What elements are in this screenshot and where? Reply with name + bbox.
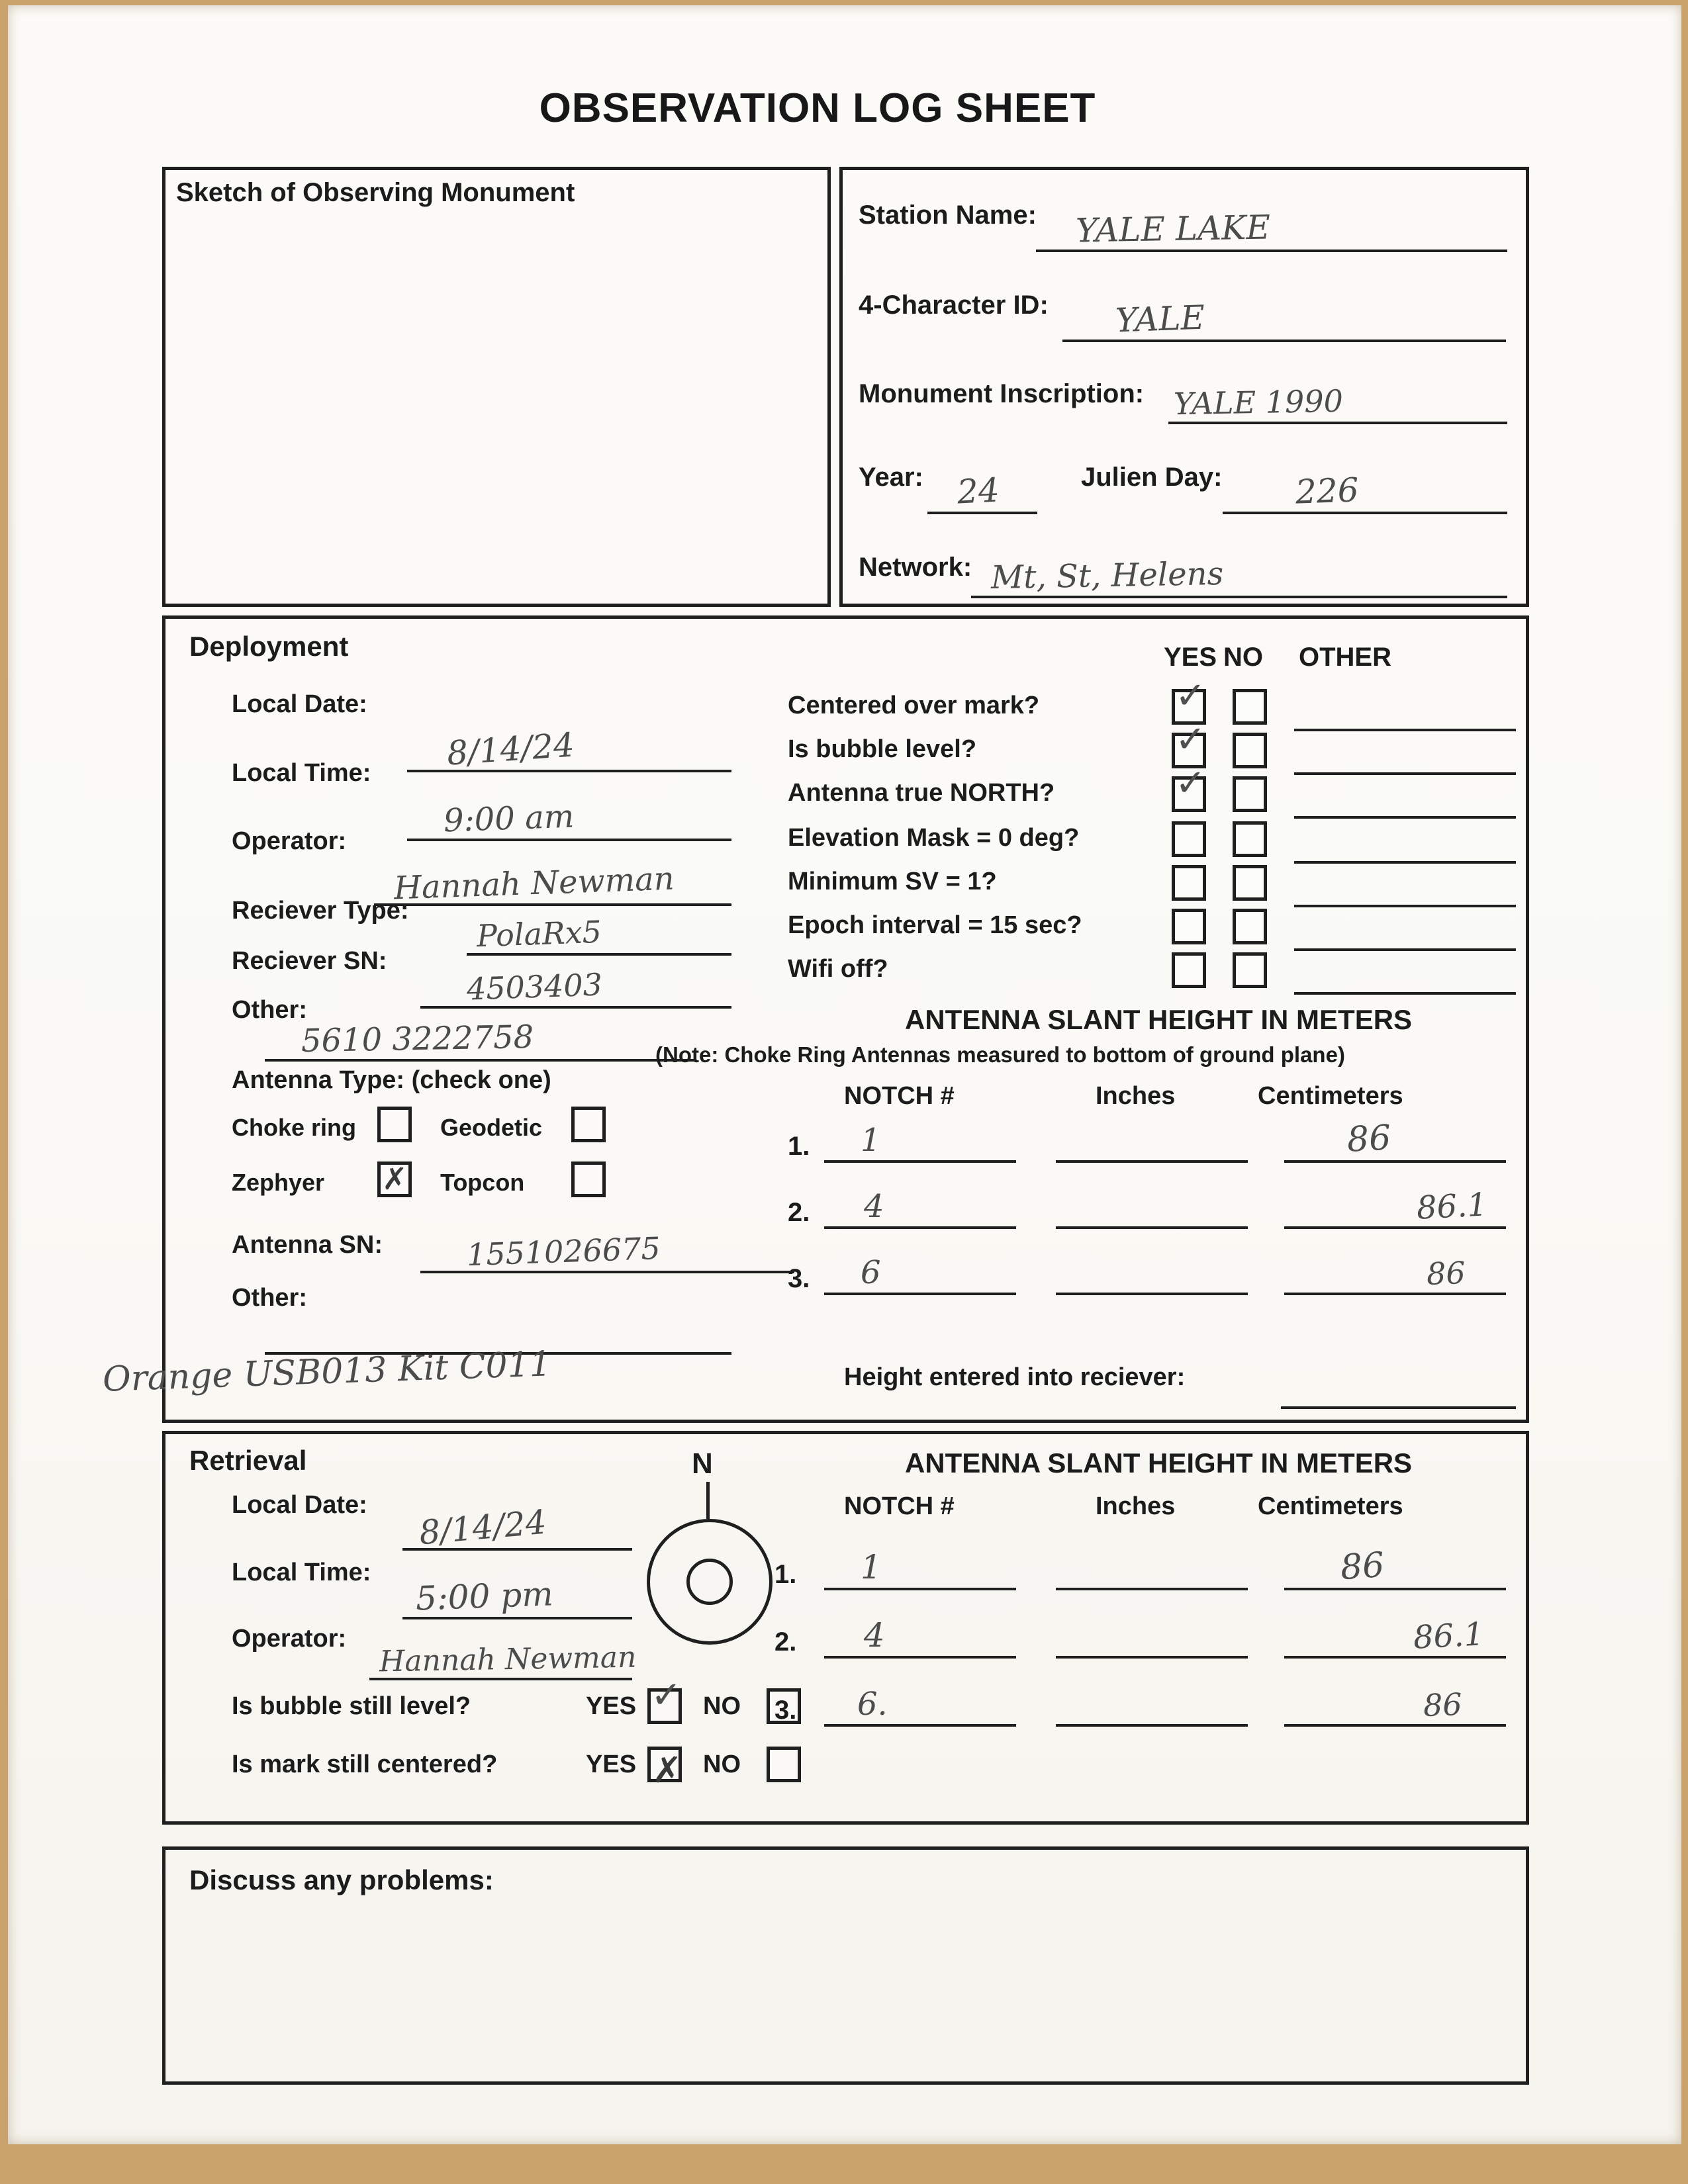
deploy-row2-num: 2. [788, 1198, 810, 1227]
retrieval-cm-header: Centimeters [1258, 1492, 1403, 1520]
topcon-label: Topcon [440, 1169, 525, 1196]
checklist-item-label: Is bubble level? [788, 735, 977, 763]
retrieval-local-time-label: Local Time: [232, 1559, 371, 1586]
network-label: Network: [859, 553, 972, 582]
retrieval-notch-header: NOTCH # [844, 1492, 955, 1520]
height-entered-input[interactable] [1281, 1370, 1516, 1409]
zephyer-mark: ✗ [382, 1161, 408, 1197]
checklist-6-yes-checkbox[interactable] [1172, 952, 1206, 988]
retrieval-operator-input[interactable] [369, 1640, 637, 1680]
station-name-value: YALE LAKE [1075, 208, 1271, 250]
receiver-sn-label: Reciever SN: [232, 947, 387, 975]
monument-inscription-input[interactable] [1168, 383, 1507, 424]
deploy-row2-notch-input[interactable] [824, 1188, 1016, 1229]
retrieval-row1-inches-input[interactable] [1056, 1555, 1248, 1590]
bubble-no-label: NO [703, 1692, 741, 1720]
checklist-2-no-checkbox[interactable] [1233, 776, 1267, 812]
deploy-other1-input[interactable] [265, 1018, 695, 1062]
deploy-local-date-value: 8/14/24 [445, 725, 576, 773]
retrieval-row2-cm-input[interactable] [1284, 1615, 1506, 1659]
antenna-sn-value: 1551026675 [466, 1230, 661, 1273]
compass-needle-line [706, 1482, 710, 1519]
char-id-input[interactable] [1062, 298, 1506, 342]
station-name-label: Station Name: [859, 201, 1037, 230]
bubble-yes-mark: ✓ [651, 1674, 682, 1717]
deployment-box [102, 615, 1529, 1423]
deploy-local-time-input[interactable] [407, 797, 731, 841]
choke-ring-checkbox[interactable] [377, 1107, 412, 1142]
deploy-other2-label: Other: [232, 1284, 307, 1312]
retrieval-local-time-value: 5:00 pm [415, 1574, 554, 1618]
retrieval-row2-notch-input[interactable] [824, 1616, 1016, 1659]
retrieval-row1-cm-input[interactable] [1284, 1545, 1506, 1590]
network-input[interactable] [971, 555, 1507, 598]
deploy-row1-notch-input[interactable] [824, 1122, 1016, 1163]
compass-north-label: N [692, 1447, 713, 1480]
checklist-4-no-checkbox[interactable] [1233, 865, 1267, 901]
retrieval-row2-cm-value: 86.1 [1412, 1615, 1485, 1657]
checklist-1-other-input[interactable] [1294, 741, 1516, 775]
deploy-row2-cm-input[interactable] [1284, 1186, 1506, 1229]
station-box [839, 167, 1529, 607]
julien-day-value: 226 [1295, 471, 1360, 512]
deploy-row3-num: 3. [788, 1264, 810, 1293]
checklist-item-label: Minimum SV = 1? [788, 868, 997, 895]
retrieval-slant-title: ANTENNA SLANT HEIGHT IN METERS [904, 1447, 1413, 1479]
retrieval-row1-cm-value: 86 [1338, 1545, 1386, 1588]
char-id-label: 4-Character ID: [859, 291, 1049, 320]
deploy-row2-notch-value: 4 [864, 1188, 884, 1225]
retrieval-local-time-input[interactable] [402, 1574, 632, 1619]
problems-box[interactable] [162, 1846, 1529, 2085]
monument-inscription-value: YALE 1990 [1173, 383, 1344, 422]
retrieval-local-date-value: 8/14/24 [417, 1502, 548, 1553]
antenna-sn-input[interactable] [420, 1230, 794, 1273]
deploy-slant-title: ANTENNA SLANT HEIGHT IN METERS [904, 1004, 1413, 1035]
retrieval-local-date-label: Local Date: [232, 1491, 367, 1519]
mark-yes-checkbox[interactable] [647, 1747, 682, 1791]
geodetic-label: Geodetic [440, 1114, 543, 1141]
receiver-type-label: Reciever Type: [232, 897, 409, 925]
deploy-operator-value: Hannah Newman [393, 860, 675, 907]
bubble-yes-label: YES [586, 1692, 637, 1720]
deploy-other1-label: Other: [232, 996, 307, 1024]
year-value: 24 [956, 471, 1001, 512]
char-id-value: YALE [1115, 298, 1205, 340]
deploy-row3-cm-input[interactable] [1284, 1254, 1506, 1295]
checklist-3-no-checkbox[interactable] [1233, 821, 1267, 857]
julien-day-input[interactable] [1223, 471, 1507, 514]
choke-ring-label: Choke ring [232, 1114, 357, 1141]
checklist-item-label: Antenna true NORTH? [788, 779, 1055, 807]
receiver-type-value: PolaRx5 [476, 913, 602, 954]
deploy-row3-cm-value: 86 [1426, 1254, 1466, 1293]
zephyer-checkbox[interactable] [377, 1161, 412, 1197]
checklist-item-label: Epoch interval = 15 sec? [788, 911, 1082, 939]
checklist-other-header: OTHER [1299, 643, 1391, 672]
deploy-row3-notch-value: 6 [861, 1254, 881, 1291]
deploy-row2-cm-value: 86.1 [1415, 1186, 1489, 1227]
antenna-sn-label: Antenna SN: [232, 1231, 383, 1259]
antenna-type-label: Antenna Type: (check one) [232, 1066, 551, 1094]
retrieval-row2-notch-value: 4 [864, 1616, 885, 1655]
checklist-5-other-input[interactable] [1294, 917, 1516, 951]
sketch-label: Sketch of Observing Monument [176, 178, 575, 207]
checklist-5-no-checkbox[interactable] [1233, 909, 1267, 944]
retrieval-row2-inches-input[interactable] [1056, 1623, 1248, 1659]
network-value: Mt, St, Helens [990, 555, 1224, 597]
retrieval-row1-num: 1. [774, 1560, 797, 1589]
checklist-2-yes-checkbox[interactable] [1172, 762, 1206, 812]
deploy-row1-cm-input[interactable] [1284, 1118, 1506, 1163]
deploy-local-date-input[interactable] [407, 725, 731, 773]
retrieval-row3-num: 3. [774, 1696, 797, 1725]
form-title: OBSERVATION LOG SHEET [539, 85, 1096, 131]
station-name-input[interactable] [1036, 208, 1507, 252]
retrieval-row3-cm-input[interactable] [1284, 1686, 1506, 1727]
deploy-operator-label: Operator: [232, 827, 347, 855]
deploy-operator-input[interactable] [374, 860, 731, 907]
deploy-row3-notch-input[interactable] [824, 1254, 1016, 1295]
deploy-other1-value: 5610 3222758 [301, 1018, 534, 1060]
topcon-checkbox[interactable] [571, 1161, 606, 1197]
mark-yes-mark: ✗ [652, 1749, 682, 1791]
checklist-1-yes-mark: ✓ [1175, 718, 1206, 761]
year-input[interactable] [927, 471, 1037, 514]
checklist-2-yes-mark: ✓ [1175, 762, 1206, 805]
mark-no-checkbox[interactable] [767, 1747, 801, 1782]
retrieval-local-date-input[interactable] [402, 1502, 632, 1553]
checklist-6-no-checkbox[interactable] [1233, 952, 1267, 988]
deploy-local-date-label: Local Date: [232, 690, 367, 718]
retrieval-heading: Retrieval [189, 1445, 307, 1476]
checklist-item-label: Wifi off? [788, 955, 888, 983]
checklist-5-yes-checkbox[interactable] [1172, 909, 1206, 944]
compass-inner-circle [686, 1559, 733, 1605]
deploy-notch-header: NOTCH # [844, 1082, 955, 1110]
deploy-cm-header: Centimeters [1258, 1082, 1403, 1110]
receiver-type-input[interactable] [467, 913, 731, 956]
deployment-heading: Deployment [189, 631, 349, 662]
checklist-3-yes-checkbox[interactable] [1172, 821, 1206, 857]
checklist-4-other-input[interactable] [1294, 873, 1516, 907]
deploy-local-time-value: 9:00 am [443, 797, 575, 840]
deploy-local-time-label: Local Time: [232, 759, 371, 787]
checklist-3-other-input[interactable] [1294, 829, 1516, 864]
retrieval-row1-notch-value: 1 [861, 1548, 882, 1586]
checklist-0-other-input[interactable] [1294, 697, 1516, 731]
retrieval-operator-value: Hannah Newman [379, 1640, 637, 1679]
checklist-2-other-input[interactable] [1294, 784, 1516, 819]
mark-still-centered-question: Is mark still centered? [232, 1751, 498, 1778]
checklist-item-label: Centered over mark? [788, 692, 1040, 719]
deploy-row1-num: 1. [788, 1132, 810, 1161]
retrieval-row3-notch-value: 6. [857, 1686, 888, 1723]
deploy-row3-inches-input[interactable] [1056, 1259, 1248, 1295]
year-label: Year: [859, 463, 923, 492]
checklist-no-header: NO [1223, 643, 1263, 672]
retrieval-row1-notch-input[interactable] [824, 1548, 1016, 1590]
retrieval-operator-label: Operator: [232, 1625, 347, 1653]
problems-label: Discuss any problems: [189, 1864, 494, 1895]
checklist-yes-header: YES [1164, 643, 1217, 672]
deploy-slant-note: (Note: Choke Ring Antennas measured to bottom of ground plane) [655, 1042, 1345, 1067]
retrieval-row3-cm-value: 86 [1423, 1686, 1463, 1724]
deploy-inches-header: Inches [1096, 1082, 1176, 1110]
retrieval-row3-notch-input[interactable] [824, 1686, 1016, 1727]
bubble-yes-checkbox[interactable] [647, 1674, 682, 1724]
mark-no-label: NO [703, 1751, 741, 1778]
checklist-0-yes-mark: ✓ [1175, 674, 1206, 717]
receiver-sn-input[interactable] [420, 966, 731, 1009]
julien-day-label: Julien Day: [1081, 463, 1223, 492]
checklist-item-label: Elevation Mask = 0 deg? [788, 824, 1080, 852]
checklist-0-no-checkbox[interactable] [1233, 689, 1267, 725]
checklist-4-yes-checkbox[interactable] [1172, 865, 1206, 901]
geodetic-checkbox[interactable] [571, 1107, 606, 1142]
retrieval-box [162, 1431, 1529, 1825]
bubble-still-level-question: Is bubble still level? [232, 1692, 471, 1720]
deploy-margin-note: Orange USB013 Kit C011 [102, 1344, 552, 1400]
receiver-sn-value: 4503403 [466, 966, 603, 1007]
sketch-box [162, 167, 831, 607]
monument-inscription-label: Monument Inscription: [859, 379, 1145, 408]
checklist-6-other-input[interactable] [1294, 960, 1516, 995]
checklist-1-no-checkbox[interactable] [1233, 733, 1267, 768]
retrieval-inches-header: Inches [1096, 1492, 1176, 1520]
deploy-row1-cm-value: 86 [1346, 1118, 1392, 1160]
deploy-row1-inches-input[interactable] [1056, 1127, 1248, 1163]
deploy-row1-notch-value: 1 [861, 1122, 881, 1159]
retrieval-row2-num: 2. [774, 1627, 797, 1657]
retrieval-row3-inches-input[interactable] [1056, 1691, 1248, 1727]
height-entered-label: Height entered into reciever: [844, 1363, 1186, 1391]
mark-yes-label: YES [586, 1751, 637, 1778]
deploy-row2-inches-input[interactable] [1056, 1193, 1248, 1229]
zephyer-label: Zephyer [232, 1169, 325, 1196]
